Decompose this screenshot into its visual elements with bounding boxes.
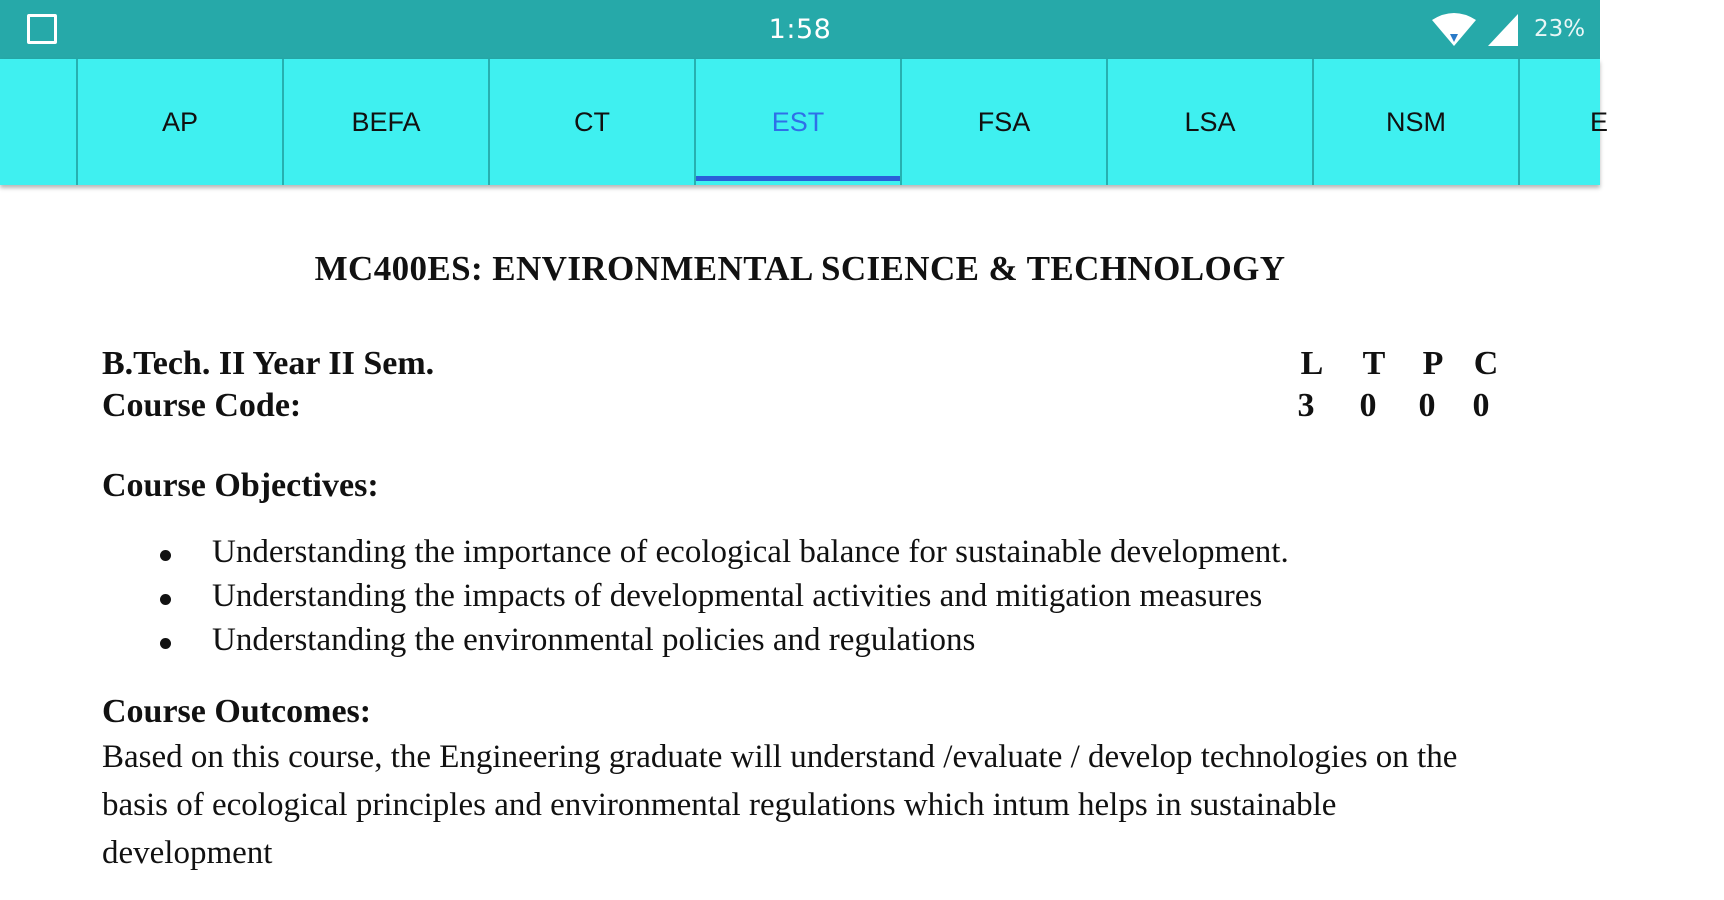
course-code-label: Course Code: [102, 387, 302, 424]
bullet-icon [160, 638, 171, 649]
ltpc-header: C [1473, 345, 1499, 382]
wifi-icon [1430, 12, 1478, 48]
status-clock: 1:58 [768, 14, 832, 45]
ltpc-value: 0 [1472, 387, 1490, 424]
tab-est[interactable]: EST [694, 59, 900, 185]
objective-text: Understanding the impacts of developmental activities and mitigation measures [212, 578, 1263, 614]
status-bar [0, 0, 1600, 59]
ltpc-column-l [1292, 343, 1332, 427]
list-item [102, 618, 1289, 662]
tab-ap[interactable]: AP [76, 59, 282, 185]
bullet-icon [160, 550, 171, 561]
tab-c[interactable] [0, 59, 76, 185]
syllabus-document [0, 185, 1600, 900]
signal-icon [1486, 12, 1520, 48]
ltpc-header: L [1300, 345, 1324, 382]
ltpc-column-c [1466, 343, 1506, 427]
list-item [102, 530, 1289, 574]
tab-ct[interactable]: CT [488, 59, 694, 185]
ltpc-header: P [1422, 345, 1444, 382]
list-item [102, 574, 1289, 618]
ltpc-header: T [1362, 345, 1386, 382]
bullet-icon [160, 594, 171, 605]
course-title: MC400ES: ENVIRONMENTAL SCIENCE & TECHNOLOGY [314, 249, 1286, 288]
tab-e[interactable]: E [1518, 59, 1724, 185]
objectives-list [102, 530, 1289, 662]
outcomes-paragraph: Based on this course, the Engineering graduate will understand /evaluate / develop technologies on the basis of ecological principles and environmental regulations which intum helps in sustainable development [102, 739, 1458, 871]
battery-percentage: 23% [1534, 16, 1586, 42]
tab-befa[interactable]: BEFA [282, 59, 488, 185]
program-label: B.Tech. II Year II Sem. [102, 345, 435, 382]
tab-lsa[interactable]: LSA [1106, 59, 1312, 185]
subject-tab-bar [0, 59, 1609, 185]
tab-fsa[interactable]: FSA [900, 59, 1106, 185]
ltpc-column-t [1354, 343, 1394, 427]
objective-text: Understanding the environmental policies and regulations [212, 622, 976, 658]
course-meta [102, 343, 434, 427]
ltpc-column-p [1413, 343, 1453, 427]
outcomes-heading: Course Outcomes: [102, 693, 372, 730]
tab-nsm[interactable]: NSM [1312, 59, 1518, 185]
objectives-heading: Course Objectives: [102, 467, 379, 504]
ltpc-value: 0 [1359, 387, 1377, 424]
objective-text: Understanding the importance of ecological balance for sustainable development. [212, 534, 1289, 570]
ltpc-value: 3 [1297, 387, 1315, 424]
ltpc-value: 0 [1418, 387, 1436, 424]
